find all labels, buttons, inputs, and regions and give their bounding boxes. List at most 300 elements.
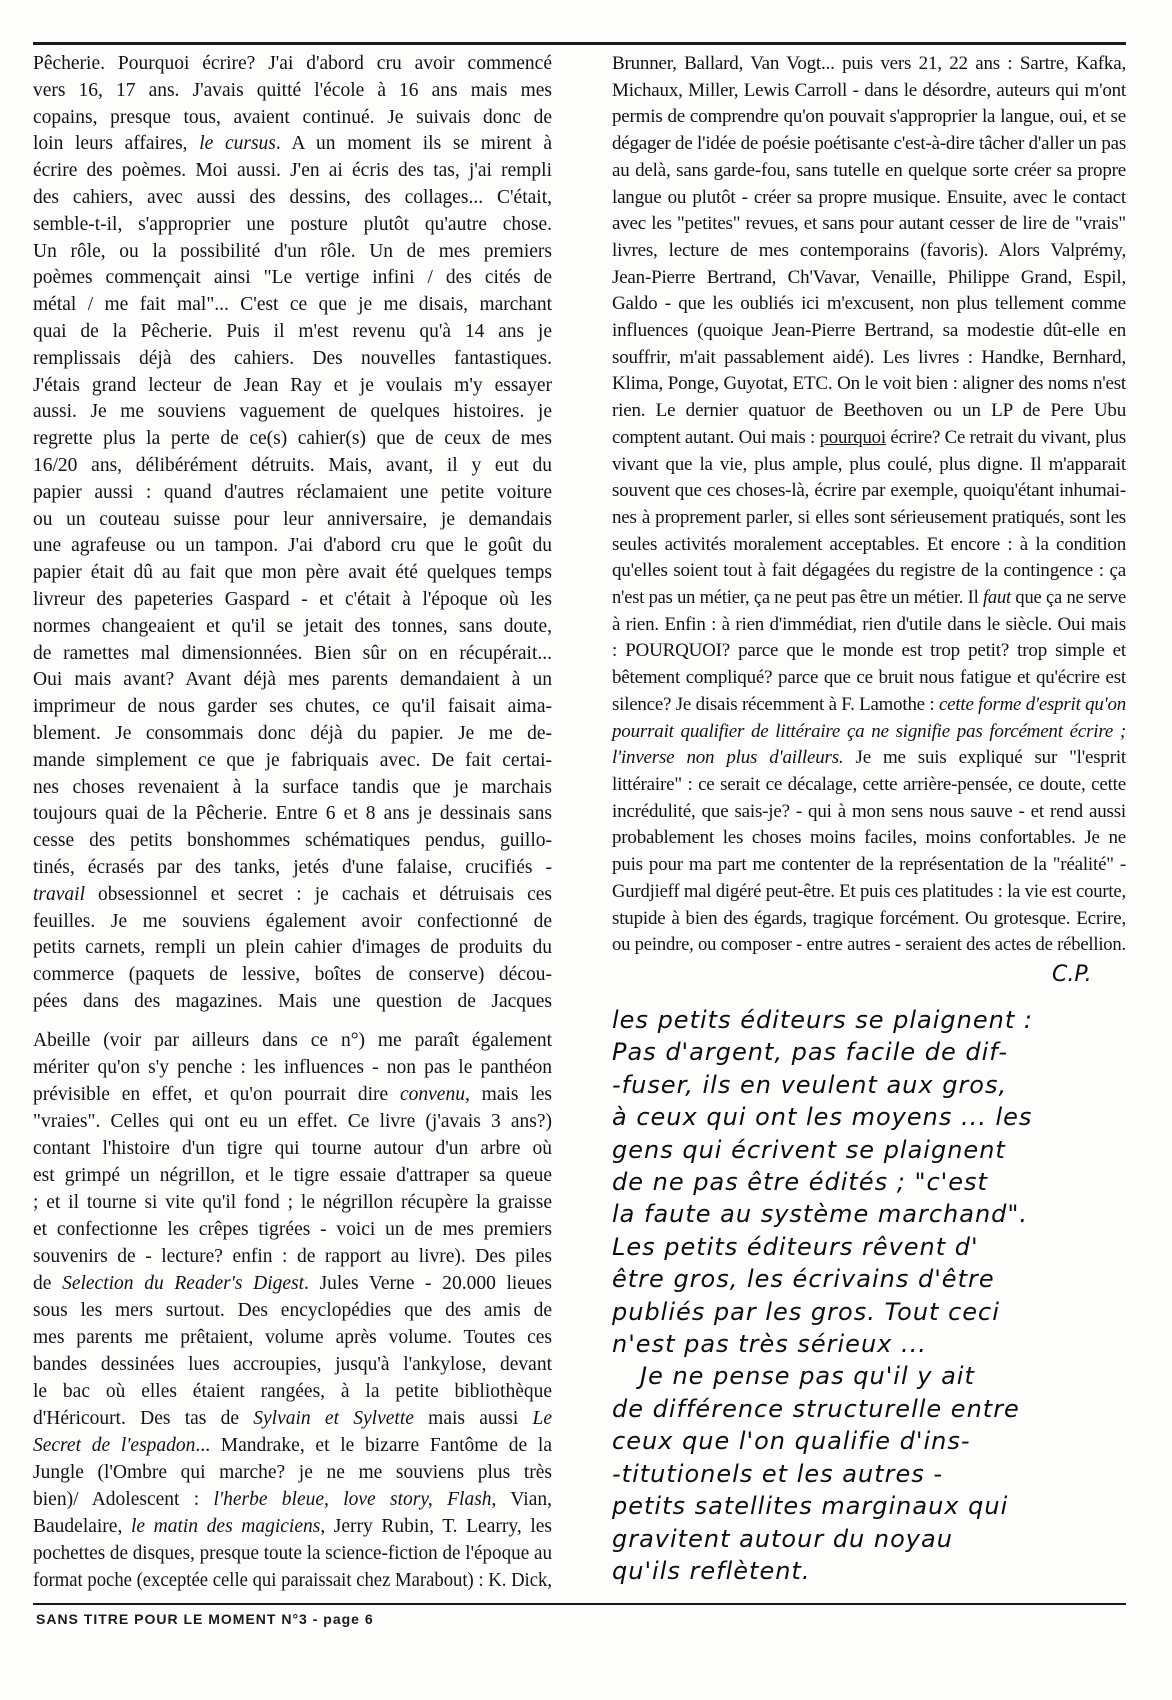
text-segment: , mais les [464,1084,552,1105]
text-line [33,373,552,400]
text-line [33,399,552,426]
handwritten-line: publiés par les gros. Tout ceci [612,1297,1000,1326]
text-segment: de [33,1273,63,1294]
text-segment: livreur des papeteries Gaspard - et c'était à l'époque où les [33,588,552,610]
text-line-content [612,852,1126,879]
text-segment: pochettes de disques, presque toute la science-fiction de l'époque au [33,1543,552,1564]
text-segment: 16/20 ans, délibérément détruits. Mais, avant, il y eut du [33,454,552,476]
text-line [33,587,552,614]
handwritten-line: être gros, les écrivains d'être [612,1265,995,1294]
text-line [33,265,552,292]
text-line [612,265,1126,292]
underlined-text: pourquoi [819,426,886,448]
text-segment: bandes dessinées lues accroupies, jusqu'à l'ankylose, devant [33,1354,552,1375]
text-line-content [612,772,1126,799]
text-line-content [33,828,552,855]
text-segment: Jungle (l'Ombre qui marche? je ne me souviens plus très [33,1462,552,1483]
text-line-content [33,667,552,694]
handwritten-line: gravitent autour du noyau [612,1524,953,1553]
text-segment: comptent autant. Oui mais : [612,426,820,448]
text-line-content [33,962,552,989]
text-line [33,319,552,346]
text-line-content [33,346,552,373]
text-line [33,1540,552,1567]
text-line [612,371,1126,398]
text-line [33,1513,552,1540]
text-segment: quai de la Pêcherie. Puis il m'est revenu qu'à 14 ans je [33,320,552,342]
text-line [33,1135,552,1162]
text-line-content [33,1432,552,1459]
text-segment: Gurdjieff mal digéré peut-être. Et puis ces platitudes : la vie est courte, [612,880,1126,902]
text-line [612,772,1126,799]
text-line [612,104,1126,131]
text-line [612,906,1126,933]
text-line-content [612,318,1126,345]
text-line-content [33,78,552,105]
text-segment: toujours quai de la Pêcherie. Entre 6 et 8 ans je dessinais sans [33,803,552,825]
text-line-content [33,694,552,721]
text-line [612,78,1126,105]
text-line [33,346,552,373]
text-segment: écrire des poèmes. Moi aussi. J'en ai écris des tas, j'ai rempli [33,160,552,182]
text-segment: langue ou plutôt - créer sa propre musique. Ensuite, avec le contact [612,186,1126,208]
text-line [612,505,1126,532]
text-line [33,828,552,855]
text-line-content [33,882,552,909]
text-line-content [33,1216,552,1243]
text-line-content [612,879,1126,906]
text-line-content [33,533,552,560]
text-line [612,238,1126,265]
top-rule [33,42,1126,45]
text-segment: Baudelaire, [33,1516,131,1537]
italic-text: faut [982,587,1011,609]
text-line-content [33,1081,552,1108]
text-line-content [612,78,1126,105]
text-segment: une agrafeuse ou un tampon. J'ai d'abord cru que le goût du [33,535,552,557]
text-line-content [612,398,1126,425]
text-line [33,801,552,828]
text-line [33,1567,552,1594]
text-line-content [612,719,1126,746]
text-line-content [33,1324,552,1351]
text-line-content [612,131,1126,158]
text-line-content [612,452,1126,479]
text-line-content [33,239,552,266]
text-line [612,398,1126,425]
text-line [33,1270,552,1297]
text-line-content [33,1297,552,1324]
text-segment: Un rôle, ou la possibilité d'un rôle. Un de mes premiers [33,240,552,262]
handwritten-line: la faute au système marchand". [612,1200,1029,1229]
text-line-content [33,1540,552,1567]
text-line-content [612,799,1126,826]
text-line [33,775,552,802]
text-line [33,721,552,748]
italic-text: travail [33,883,85,905]
text-line-content [33,131,552,158]
text-line-content [612,558,1126,585]
text-segment: . Jules Verne - 20.000 lieues [304,1273,552,1294]
text-line-content [33,748,552,775]
text-segment: de ramettes mal dimensionnées. Bien sûr on en récupérait... [33,642,552,664]
text-segment: puis pour ma part me contenter de la représentation de la "réalité" - [612,854,1126,876]
text-line [33,105,552,132]
handwritten-line: Pas d'argent, pas facile de dif- [612,1038,1008,1067]
text-line-content [612,505,1126,532]
text-segment: au delà, sans garde-fou, sans tutelle en quelque sorte créer sa propre [612,159,1126,181]
text-segment: imprimeur de nous garder ses chutes, ce qu'il faisait aima- [33,696,552,718]
text-line-content [612,158,1126,185]
text-segment: n'est pas un métier, ça ne peut pas être un métier. Il [612,587,983,609]
text-segment: avec les "petites" revues, et sans pour autant cesser de lire de "vrais" [612,213,1126,235]
text-segment: silence? Je disais récemment à F. Lamothe : [612,693,939,715]
text-segment: influences (quoique Jean-Pierre Bertrand, sa modestie dût-elle en [612,320,1126,342]
text-segment: , Jerry Rubin, T. Learry, les [320,1516,552,1537]
text-line [33,1486,552,1513]
text-segment: qu'elles soient tout à fait dégagées du registre de la contingence : ça [612,560,1126,582]
text-line [612,532,1126,559]
text-line [33,1243,552,1270]
text-line [33,480,552,507]
text-line [33,533,552,560]
text-line [612,291,1126,318]
text-segment: mais aussi [413,1408,533,1429]
text-segment: mes parents me prêtaient, volume après volume. Toutes ces [33,1327,552,1348]
text-segment: ... Mandrake, et le bizarre Fantôme de la [195,1435,552,1456]
italic-text: l'herbe bleue, love story, Flash [213,1489,492,1510]
text-line [33,158,552,185]
text-segment: et confectionne les crêpes tigrées - voici un de mes premiers [33,1219,552,1240]
text-line [33,614,552,641]
text-segment: seules activités moralement acceptables. Et encore : à la condition [612,533,1126,555]
text-segment: mériter qu'on s'y penche : les influences - non pas le panthéon [33,1057,552,1078]
text-segment: : POURQUOI? parce que le monde est trop petit? trop simple et [612,640,1126,662]
text-line [33,1405,552,1432]
text-line-content [33,292,552,319]
text-segment: bien)/ Adolescent : [33,1489,214,1510]
text-line-content [33,935,552,962]
text-line-content [612,185,1126,212]
text-segment: ; et il tourne si vite qu'il fond ; le négrillon récupère la graisse [33,1192,552,1213]
italic-text: le cursus [199,133,276,155]
text-line-content [612,612,1126,639]
text-line-content [33,1486,552,1513]
text-line [33,1432,552,1459]
text-line-content [33,614,552,641]
text-segment: blement. Je consommais donc déjà du papier. Je me de- [33,722,552,744]
text-segment: livres, lecture de mes contemporains (favoris). Alors Valprémy, [612,239,1126,261]
italic-text: Sylvain et Sylvette [253,1408,414,1429]
text-line [33,1081,552,1108]
text-line-content [33,185,552,212]
text-segment: écrire? Ce retrait du vivant, plus [885,426,1126,448]
text-line-content [612,532,1126,559]
handwritten-line: de différence structurelle entre [612,1394,1020,1423]
page-footer: SANS TITRE POUR LE MOMENT N°3 - page 6 [36,1611,374,1627]
text-segment: prévisible en effet, et qu'on pourrait dire [33,1084,400,1105]
text-line-content [33,1135,552,1162]
text-segment: J'étais grand lecteur de Jean Ray et je voulais m'y essayer [33,374,552,396]
text-line-content [612,692,1126,719]
text-segment: "vraies". Celles qui ont eu un effet. Ce livre (j'avais 3 ans?) [33,1111,552,1132]
text-line [33,185,552,212]
text-segment: dégager de l'idée de poésie poétisante c'est-à-dire tâcher d'aller un pas [612,133,1126,155]
text-line-content [33,265,552,292]
text-line [33,1108,552,1135]
text-line [33,667,552,694]
text-line-content [33,480,552,507]
handwritten-note [612,1004,1132,1587]
handwritten-line: à ceux qui ont les moyens ... les [612,1103,1033,1132]
text-line [612,612,1126,639]
text-line [612,425,1126,452]
text-segment: Jean-Pierre Bertrand, Ch'Vavar, Venaille, Philippe Grand, Espil, [612,266,1126,288]
text-segment: nes choses revenaient à la surface tandis que je marchais [33,776,552,798]
text-line-content [612,238,1126,265]
text-line-content [33,105,552,132]
text-line [612,131,1126,158]
text-segment: sous les mers surtout. Des encyclopédies que des amis de [33,1300,552,1321]
signature-initials: C.P. [1052,962,1092,987]
text-line-content [612,638,1126,665]
text-line-content [612,906,1126,933]
italic-text: Selection du Reader's Digest [62,1273,305,1294]
text-line [33,212,552,239]
text-line-content [33,1189,552,1216]
text-line [33,855,552,882]
text-line [33,426,552,453]
text-line-content [33,641,552,668]
text-line-content [33,1405,552,1432]
text-segment: papier était dû au fait que mon père avait été quelques temps [33,562,552,584]
text-line [33,935,552,962]
text-line [612,719,1126,746]
text-line [612,158,1126,185]
text-line [612,799,1126,826]
text-line [612,585,1126,612]
text-segment: commerce (paquets de lessive, boîtes de conserve) décou- [33,964,552,986]
text-line [33,78,552,105]
text-line-content [33,721,552,748]
text-line-content [33,1459,552,1486]
text-segment: cesse des petits bonshommes schématiques pendus, guillo- [33,830,552,852]
text-segment: vivant que la vie, plus ample, plus coulé, plus digne. Il m'apparait [612,453,1126,475]
text-line [33,239,552,266]
handwritten-line: Je ne pense pas qu'il y ait [640,1362,975,1391]
text-segment: obsessionnel et secret : je cachais et détruisais ces [85,883,552,905]
text-line [612,745,1126,772]
text-line [612,665,1126,692]
handwritten-line: gens qui écrivent se plaignent [612,1135,1006,1164]
text-line-content [33,587,552,614]
text-line [612,318,1126,345]
text-segment: pées dans des magazines. Mais une question de Jacques [33,990,552,1012]
text-line-content [612,371,1126,398]
text-line [612,345,1126,372]
text-line-content [612,51,1126,78]
text-line [612,879,1126,906]
text-segment: Brunner, Ballard, Van Vogt... puis vers 21, 22 ans : Sartre, Kafka, [612,53,1126,74]
text-line [33,694,552,721]
text-line [612,852,1126,879]
text-line [33,560,552,587]
text-line [33,748,552,775]
text-segment: métal / me fait mal"... C'est ce que je me disais, marchant [33,294,552,316]
text-line [33,453,552,480]
handwritten-line: -titutionels et les autres - [612,1459,944,1488]
handwritten-line: -fuser, ils en veulent aux gros, [612,1070,1008,1099]
text-segment: poèmes commençait ainsi "Le vertige infini / des cités de [33,267,552,289]
text-line [33,909,552,936]
text-line-content [33,373,552,400]
text-line-content [33,1351,552,1378]
text-segment: mande simplement ce que je fabriquais avec. De fait certai- [33,749,552,771]
handwritten-line: les petits éditeurs se plaignent : [612,1006,1033,1034]
text-line-content [612,745,1126,772]
text-line-content [33,507,552,534]
text-line-content [612,425,1126,452]
text-line-content [612,265,1126,292]
handwritten-line: ceux que l'on qualifie d'ins- [612,1427,971,1456]
text-segment: souvent que ces choses-là, écrire par exemple, quoiqu'étant inhumai- [612,480,1126,502]
text-line-content [612,932,1126,959]
text-line-content [33,775,552,802]
text-line-content [612,291,1126,318]
text-line [33,507,552,534]
text-segment: souffrir, m'ait passablement aidé). Les livres : Handke, Bernhard, [612,346,1126,368]
text-segment: Pêcherie. Pourquoi écrire? J'ai d'abord cru avoir commencé [33,53,552,74]
italic-text: Secret de l'espadon [33,1435,196,1456]
text-line-content [33,855,552,882]
text-line [612,51,1126,78]
text-segment: papier aussi : quand d'autres réclamaient une petite voiture [33,481,552,503]
text-segment: normes changeaient et qu'il se jetait des tonnes, sans doute, [33,615,552,637]
italic-text: le matin des magiciens [130,1516,321,1537]
text-line [612,185,1126,212]
text-line [33,1324,552,1351]
text-line-content [33,989,552,1016]
handwritten-line: petits satellites marginaux qui [612,1492,1009,1521]
italic-text: pourrait qualifier de littéraire ça ne signifie pas forcément écrire ; [612,720,1126,742]
text-line-content [33,1513,552,1540]
text-line-content [33,426,552,453]
text-line [612,211,1126,238]
handwritten-line: Les petits éditeurs rêvent d' [612,1232,979,1261]
text-segment: permis de comprendre qu'on pouvait s'approprier la langue, oui, et se [612,106,1126,128]
text-segment: littéraire" : ce serait ce décalage, cette arrière-pensée, ce doute, cette [612,773,1126,795]
text-line [612,692,1126,719]
text-segment: vers 16, 17 ans. J'avais quitté l'école à 16 ans mais mes [33,79,552,101]
text-segment: contant l'histoire d'un tigre qui tourne autour d'un arbre où [33,1138,552,1159]
text-segment: format poche (exceptée celle qui paraissait chez Marabout) : K. Dick, [33,1570,552,1591]
text-line-content [612,345,1126,372]
text-line [33,1378,552,1405]
text-line [33,131,552,158]
text-segment: ou peindre, ou composer - entre autres - seraient des actes de rébellion. [612,934,1126,956]
italic-text: convenu [400,1084,465,1105]
text-line-content [612,825,1126,852]
text-line [612,638,1126,665]
handwritten-line: qu'ils reflètent. [612,1556,811,1585]
text-segment: . A un moment ils se mirent à [275,133,552,155]
text-segment: bêtement compliqué? parce que ce bruit nous fatigue et qu'écrire est [612,667,1126,689]
text-segment: nes à proprement parler, si elles sont sérieusement pratiqués, sont les [612,506,1126,528]
text-line [33,1216,552,1243]
text-line [33,641,552,668]
text-segment: Je me suis expliqué sur "l'esprit [843,747,1126,769]
text-segment: regrette plus la perte de ce(s) cahier(s) que de ceux de mes [33,428,552,450]
text-segment: souvenirs de - lecture? enfin : de rapport au livre). Des piles [33,1246,552,1267]
text-line [33,292,552,319]
text-segment: d'Héricourt. Des tas de [33,1408,254,1429]
text-line [33,1297,552,1324]
text-line-content [33,212,552,239]
text-line-content [33,1243,552,1270]
text-line [612,478,1126,505]
text-line-content [33,453,552,480]
text-segment: copains, presque tous, avaient continué. Je suivais donc de [33,106,552,128]
text-segment: à rien. Enfin : à rien d'immédiat, rien d'utile dans le siècle. Oui mais [612,613,1126,635]
text-line-content [33,909,552,936]
handwritten-line: de ne pas être édités ; "c'est [612,1168,988,1197]
italic-text: cette forme d'esprit qu'on [938,693,1126,715]
text-segment: tinés, écrasés par des tanks, jetés d'une falaise, crucifiés - [33,856,552,878]
text-line-content [33,1270,552,1297]
text-line [33,1027,552,1054]
text-segment: aussi. Je me souviens vaguement de quelques histoires. je [33,401,552,423]
text-segment: Oui mais avant? Avant déjà mes parents demandaient à un [33,669,552,691]
text-line-content [33,1567,552,1594]
text-line-content [33,51,552,78]
text-segment: ou un couteau suisse pour leur anniversaire, je demandais [33,508,552,530]
text-line-content [612,104,1126,131]
text-segment: rien. Le dernier quatuor de Beethoven ou un LP de Pere Ubu [612,400,1126,422]
text-line [33,882,552,909]
text-line-content [33,560,552,587]
text-line-content [33,1162,552,1189]
text-segment: le bac où elles étaient rangées, à la petite bibliothèque [33,1381,552,1402]
text-line-content [33,801,552,828]
text-line [33,962,552,989]
text-segment: Abeille (voir par ailleurs dans ce n°) me paraît également [33,1030,552,1051]
right-column [612,51,1126,959]
text-segment: , Vian, [491,1489,552,1510]
text-segment: des cahiers, avec aussi des dessins, des collages... C'était, [33,186,552,208]
text-segment: Galdo - que les oubliés ici m'excusent, non plus tellement comme [612,293,1126,315]
text-line-content [33,1054,552,1081]
text-line [33,1189,552,1216]
text-line-content [33,1108,552,1135]
text-segment: probablement les choses moins faciles, moins confortables. Je ne [612,827,1126,849]
text-segment: remplissais déjà des cahiers. Des nouvelles fantastiques. [33,347,552,369]
text-segment: que ça ne serve [1010,587,1126,609]
left-column-part-1 [33,51,552,1016]
text-line [612,452,1126,479]
text-line [33,989,552,1016]
text-line [33,1459,552,1486]
text-segment: semble-t-il, s'approprier une posture plutôt qu'autre chose. [33,213,552,235]
text-segment: stupide à bien des égards, tragique forcément. Ou grotesque. Ecrire, [612,907,1126,929]
text-line [33,1351,552,1378]
italic-text: l'inverse non plus d'ailleurs. [612,747,844,769]
text-line [612,558,1126,585]
italic-text: Le [532,1408,552,1429]
text-line-content [612,665,1126,692]
handwritten-line: n'est pas très sérieux ... [612,1330,927,1359]
text-line [33,1054,552,1081]
text-line [33,1162,552,1189]
